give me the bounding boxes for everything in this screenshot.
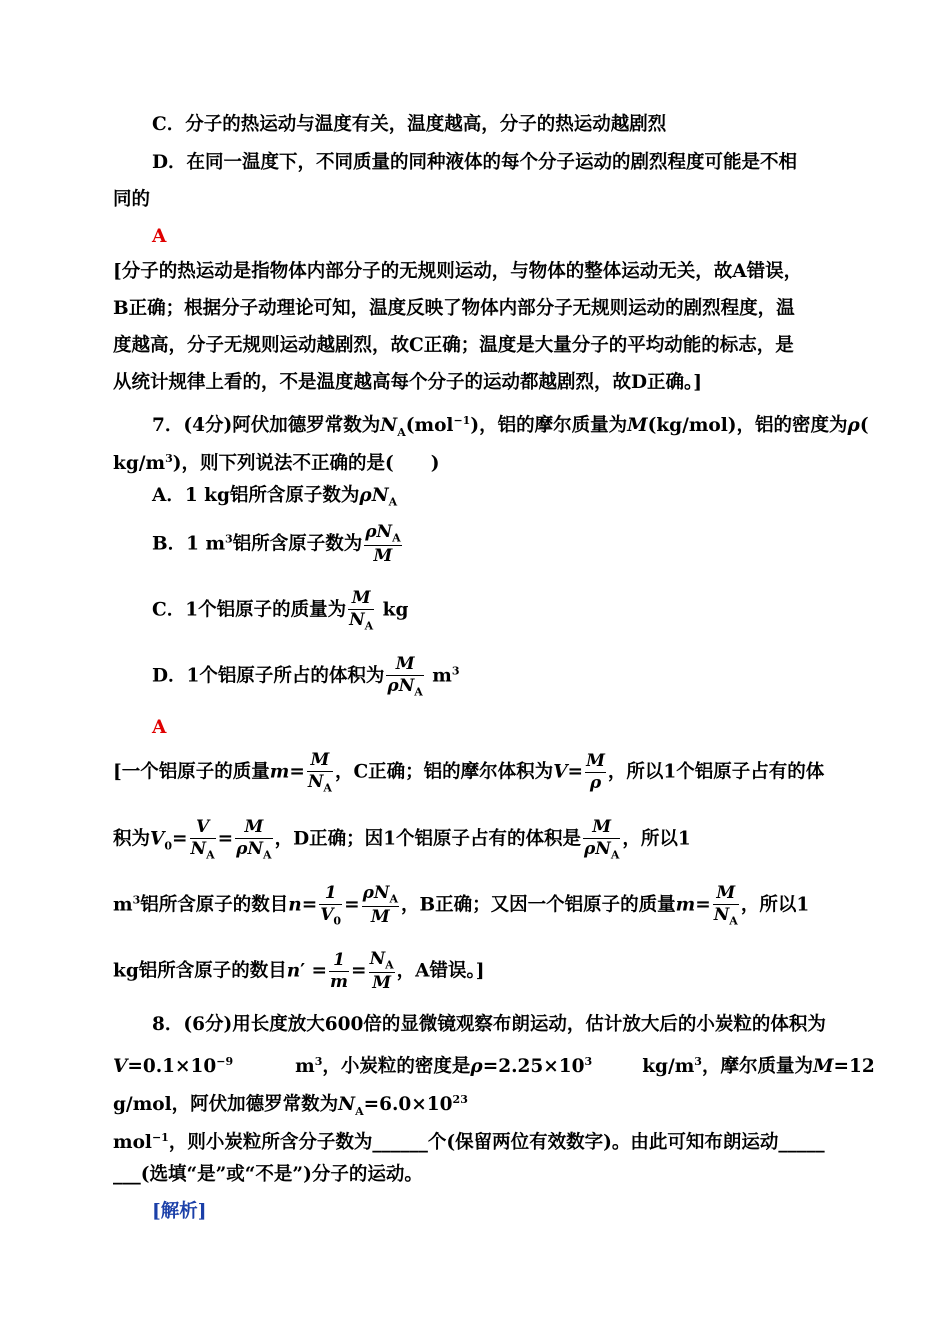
fraction: $\frac{N_A}{M}$ — [369, 949, 394, 994]
q6-option-d-line2: 同的 — [113, 189, 151, 210]
q6-explanation-4: 从统计规律上看的，不是温度越高每个分子的运动都越剧烈，故D正确。] — [113, 372, 703, 393]
q7-explanation-4: kg铝所含原子的数目n′ = $\frac{1}{m}$ = $\frac{N_A}{M}$ ，A错误。] — [113, 949, 485, 994]
q6-option-c: C．分子的热运动与温度有关，温度越高，分子的热运动越剧烈 — [152, 114, 667, 135]
q6-explanation-2: B正确；根据分子动理论可知，温度反映了物体内部分子无规则运动的剧烈程度，温 — [113, 298, 795, 319]
q7-explanation-1: [一个铝原子的质量m= $\frac{M}{N_A}$ ，C正确；铝的摩尔体积为V= $\frac{M}{\rho}$ ，所以1个铝原子占有的体 — [113, 750, 825, 795]
fraction: $\frac{V}{N_A}$ — [190, 817, 215, 862]
fraction: $\frac{1}{V_0}$ — [320, 883, 342, 928]
fraction: $\frac{M}{N_A}$ — [307, 750, 332, 795]
q6-option-d-line1: D．在同一温度下，不同质量的同种液体的每个分子运动的剧烈程度可能是不相 — [152, 152, 798, 173]
q6-explanation-3: 度越高，分子无规则运动越剧烈，故C正确；温度是大量分子的平均动能的标志，是 — [113, 335, 794, 356]
fraction: $\frac{M}{\rho N_A}$ — [387, 654, 423, 699]
q8-analysis-label: [解析] — [152, 1201, 207, 1222]
fraction: $\frac{M}{\rho}$ — [586, 751, 605, 794]
fraction: $\frac{M}{N_A}$ — [713, 883, 738, 928]
q7-stem-line1: 7．(4分)阿伏加德罗常数为$N_A(mol^{-1})$，铝的摩尔质量为M(kg/mol)，铝的密度为ρ( — [152, 414, 869, 439]
q8-stem-line3: g/mol，阿伏加德罗常数为$N_A=6.0\times 10^{23}$ — [113, 1093, 468, 1118]
q7-option-a: A．1 kg铝所含原子数为$\rho N_A$ — [152, 485, 398, 509]
q7-explanation-2: 积为$V_0=$ $\frac{V}{N_A}$ = $\frac{M}{\rho N_A}$ ，D正确；因1个铝原子占有的体积是 $\frac{M}{\rho N_A}$ ，所以1 — [113, 817, 691, 862]
fraction: $\frac{M}{\rho N_A}$ — [236, 817, 272, 862]
q6-answer: A — [152, 226, 167, 247]
q7-option-d: D．1个铝原子所占的体积为 $\frac{M}{\rho N_A}$ $m^3$ — [152, 654, 460, 699]
q8-stem-line2: $V=0.1\times 10^{-9}$ $m^3$，小炭粒的密度是$\rho=2.25\times 10^3$ $kg/m^3$，摩尔质量为M=12 — [113, 1055, 875, 1078]
q7-stem-line2: $kg/m^3$)，则下列说法不正确的是( ) — [113, 452, 440, 475]
fraction: $\frac{M}{N_A}$ — [349, 588, 374, 633]
fraction: $\frac{\rho N_A}{M}$ — [362, 883, 398, 928]
q7-explanation-3: $m^3$铝所含原子的数目n= $\frac{1}{V_0}$ = $\frac{\rho N_A}{M}$ ，B正确；又因一个铝原子的质量m= $\frac{M}{N_A}$ ，所以1 — [113, 883, 810, 928]
q8-stem-line1: 8．(6分)用长度放大600倍的显微镜观察布朗运动，估计放大后的小炭粒的体积为 — [152, 1014, 826, 1035]
q7-option-b: B．1 $m^3$铝所含原子数为 $\frac{\rho N_A}{M}$ — [152, 522, 401, 567]
q8-stem-line5: ___(选填“是”或“不是”)分子的运动。 — [113, 1164, 423, 1185]
fraction: $\frac{1}{m}$ — [330, 950, 349, 993]
fraction: $\frac{M}{\rho N_A}$ — [583, 817, 620, 862]
q8-stem-line4: mol$^{-1}$，则小炭粒所含分子数为______个(保留两位有效数字)。由此可知布朗运动_____ — [113, 1131, 825, 1154]
q7-answer: A — [152, 717, 167, 738]
fraction: $\frac{\rho N_A}{M}$ — [365, 522, 401, 567]
q6-explanation-1: [分子的热运动是指物体内部分子的无规则运动，与物体的整体运动无关，故A错误， — [113, 261, 803, 282]
q7-option-c: C．1个铝原子的质量为 $\frac{M}{N_A}$ kg — [152, 588, 409, 633]
